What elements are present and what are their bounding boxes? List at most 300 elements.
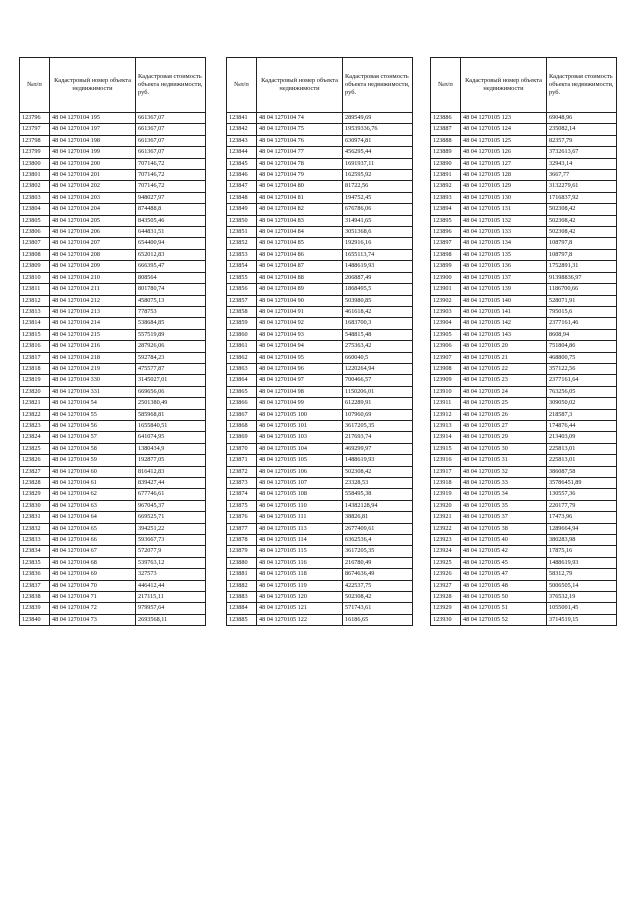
cadastral-value: 475577,87 <box>136 363 206 374</box>
row-number: 123841 <box>227 113 257 124</box>
cadastral-number: 48 04 1270104 76 <box>257 135 343 146</box>
cadastral-number: 48 04 1270105 48 <box>461 580 547 591</box>
row-number: 123847 <box>227 181 257 192</box>
row-number: 123870 <box>227 443 257 454</box>
cadastral-value: 661367,07 <box>136 135 206 146</box>
table-row <box>227 569 413 580</box>
cadastral-value: 17473,96 <box>547 512 617 523</box>
row-number: 123821 <box>20 398 50 409</box>
cadastral-value: 213403,09 <box>547 432 617 443</box>
row-number: 123835 <box>20 557 50 568</box>
row-number: 123893 <box>431 192 461 203</box>
row-number: 123926 <box>431 569 461 580</box>
table-row <box>431 284 617 295</box>
table-row <box>227 443 413 454</box>
cadastral-number: 48 04 1270104 82 <box>257 204 343 215</box>
cadastral-number: 48 04 1270104 206 <box>50 227 136 238</box>
cadastral-value: 763256,05 <box>547 386 617 397</box>
table-row <box>20 603 206 614</box>
cadastral-value: 289549,69 <box>343 113 413 124</box>
row-number: 123883 <box>227 592 257 603</box>
table-row <box>20 409 206 420</box>
cadastral-number: 48 04 1270105 104 <box>257 443 343 454</box>
cadastral-value: 557519,89 <box>136 329 206 340</box>
cadastral-value: 380283,98 <box>547 535 617 546</box>
cadastral-value: 235082,14 <box>547 124 617 135</box>
cadastral-value: 1683700,3 <box>343 318 413 329</box>
row-number: 123845 <box>227 158 257 169</box>
row-number: 123823 <box>20 420 50 431</box>
cadastral-value: 58312,79 <box>547 569 617 580</box>
table-row <box>227 238 413 249</box>
cadastral-value: 677746,61 <box>136 489 206 500</box>
cadastral-value: 1655840,51 <box>136 420 206 431</box>
table-row <box>227 614 413 625</box>
cadastral-number: 48 04 1270104 204 <box>50 204 136 215</box>
cadastral-number: 48 04 1270105 30 <box>461 443 547 454</box>
cadastral-value: 3617205,35 <box>343 420 413 431</box>
cadastral-number: 48 04 1270105 110 <box>257 500 343 511</box>
cadastral-value: 641074,95 <box>136 432 206 443</box>
row-number: 123824 <box>20 432 50 443</box>
cadastral-value: 661367,07 <box>136 124 206 135</box>
cadastral-number: 48 04 1270104 331 <box>50 386 136 397</box>
table-row <box>431 466 617 477</box>
table-row <box>20 192 206 203</box>
table-row <box>20 535 206 546</box>
row-number: 123825 <box>20 443 50 454</box>
cadastral-value: 19539336,76 <box>343 124 413 135</box>
row-number: 123866 <box>227 398 257 409</box>
cadastral-value: 2677409,61 <box>343 523 413 534</box>
cadastral-number: 48 04 1270105 113 <box>257 523 343 534</box>
header-cadastral-value: Кадастровая стоимость объекта недвижимости, руб. <box>343 58 413 113</box>
row-number: 123844 <box>227 147 257 158</box>
table-row <box>20 124 206 135</box>
cadastral-value: 1716837,92 <box>547 192 617 203</box>
row-number: 123854 <box>227 261 257 272</box>
cadastral-number: 48 04 1270105 116 <box>257 557 343 568</box>
table-row <box>20 113 206 124</box>
cadastral-value: 2693568,11 <box>136 614 206 625</box>
table-row <box>431 500 617 511</box>
cadastral-value: 1655113,74 <box>343 249 413 260</box>
cadastral-value: 220177,79 <box>547 500 617 511</box>
cadastral-value: 2377161,64 <box>547 375 617 386</box>
row-number: 123924 <box>431 546 461 557</box>
table-row <box>431 272 617 283</box>
table-row <box>20 306 206 317</box>
table-row <box>20 375 206 386</box>
cadastral-number: 48 04 1270105 35 <box>461 500 547 511</box>
row-number: 123822 <box>20 409 50 420</box>
cadastral-number: 48 04 1270104 201 <box>50 170 136 181</box>
table-row <box>20 455 206 466</box>
table-row <box>431 603 617 614</box>
cadastral-value: 652012,83 <box>136 249 206 260</box>
row-number: 123888 <box>431 135 461 146</box>
cadastral-value: 2501380,49 <box>136 398 206 409</box>
table-row <box>20 500 206 511</box>
cadastral-number: 48 04 1270104 330 <box>50 375 136 386</box>
row-number: 123814 <box>20 318 50 329</box>
cadastral-value: 5006505,14 <box>547 580 617 591</box>
cadastral-value: 503980,85 <box>343 295 413 306</box>
cadastral-value: 17875,16 <box>547 546 617 557</box>
table-header-row <box>431 58 617 113</box>
cadastral-number: 48 04 1270105 34 <box>461 489 547 500</box>
table-row <box>431 409 617 420</box>
cadastral-number: 48 04 1270104 195 <box>50 113 136 124</box>
table-row <box>20 398 206 409</box>
row-number: 123884 <box>227 603 257 614</box>
cadastral-value: 558495,38 <box>343 489 413 500</box>
table-row <box>20 443 206 454</box>
table-row <box>431 512 617 523</box>
table-row <box>20 135 206 146</box>
cadastral-number: 48 04 1270105 132 <box>461 215 547 226</box>
row-number: 123880 <box>227 557 257 568</box>
table-row <box>20 569 206 580</box>
cadastral-value: 309050,02 <box>547 398 617 409</box>
table-row <box>227 124 413 135</box>
cadastral-value: 107960,69 <box>343 409 413 420</box>
cadastral-value: 795015,6 <box>547 306 617 317</box>
cadastral-number: 48 04 1270105 108 <box>257 489 343 500</box>
cadastral-number: 48 04 1270105 21 <box>461 352 547 363</box>
cadastral-value: 162595,92 <box>343 170 413 181</box>
cadastral-value: 1289664,94 <box>547 523 617 534</box>
table-row <box>20 592 206 603</box>
cadastral-number: 48 04 1270105 40 <box>461 535 547 546</box>
cadastral-number: 48 04 1270105 141 <box>461 306 547 317</box>
row-number: 123857 <box>227 295 257 306</box>
table-row <box>431 341 617 352</box>
table-row <box>431 238 617 249</box>
table-row <box>431 420 617 431</box>
table-row <box>431 227 617 238</box>
row-number: 123796 <box>20 113 50 124</box>
cadastral-number: 48 04 1270105 22 <box>461 363 547 374</box>
row-number: 123811 <box>20 284 50 295</box>
cadastral-number: 48 04 1270104 67 <box>50 546 136 557</box>
cadastral-number: 48 04 1270105 119 <box>257 580 343 591</box>
cadastral-value: 3667,77 <box>547 170 617 181</box>
table-row <box>227 147 413 158</box>
cadastral-number: 48 04 1270104 90 <box>257 295 343 306</box>
cadastral-number: 48 04 1270104 202 <box>50 181 136 192</box>
row-number: 123899 <box>431 261 461 272</box>
cadastral-value: 661367,07 <box>136 113 206 124</box>
table-row <box>431 386 617 397</box>
row-number: 123842 <box>227 124 257 135</box>
table-row <box>227 204 413 215</box>
cadastral-number: 48 04 1270105 101 <box>257 420 343 431</box>
table-row <box>431 181 617 192</box>
row-number: 123836 <box>20 569 50 580</box>
cadastral-value: 3132279,61 <box>547 181 617 192</box>
row-number: 123877 <box>227 523 257 534</box>
cadastral-value: 801780,74 <box>136 284 206 295</box>
table-row <box>431 295 617 306</box>
row-number: 123805 <box>20 215 50 226</box>
row-number: 123917 <box>431 466 461 477</box>
cadastral-value: 108797,8 <box>547 249 617 260</box>
table-row <box>20 432 206 443</box>
cadastral-value: 422537,75 <box>343 580 413 591</box>
table-row <box>431 306 617 317</box>
row-number: 123864 <box>227 375 257 386</box>
table-row <box>20 512 206 523</box>
cadastral-number: 48 04 1270104 94 <box>257 341 343 352</box>
header-num: №п/п <box>431 58 461 113</box>
cadastral-number: 48 04 1270104 209 <box>50 261 136 272</box>
row-number: 123891 <box>431 170 461 181</box>
row-number: 123874 <box>227 489 257 500</box>
cadastral-number: 48 04 1270104 89 <box>257 284 343 295</box>
table-row <box>431 614 617 625</box>
table-row <box>227 500 413 511</box>
header-cadastral-number: Кадастровый номер объекта недвижимости <box>461 58 547 113</box>
table-row <box>431 170 617 181</box>
cadastral-value: 3732613,67 <box>547 147 617 158</box>
cadastral-number: 48 04 1270105 27 <box>461 420 547 431</box>
cadastral-number: 48 04 1270104 200 <box>50 158 136 169</box>
cadastral-value: 528071,91 <box>547 295 617 306</box>
cadastral-number: 48 04 1270104 95 <box>257 352 343 363</box>
table-row <box>431 523 617 534</box>
table-row <box>227 409 413 420</box>
cadastral-number: 48 04 1270105 129 <box>461 181 547 192</box>
cadastral-value: 8608,94 <box>547 329 617 340</box>
cadastral-value: 69048,96 <box>547 113 617 124</box>
cadastral-number: 48 04 1270105 133 <box>461 227 547 238</box>
cadastral-number: 48 04 1270104 54 <box>50 398 136 409</box>
row-number: 123819 <box>20 375 50 386</box>
row-number: 123906 <box>431 341 461 352</box>
cadastral-value: 967045,37 <box>136 500 206 511</box>
row-number: 123813 <box>20 306 50 317</box>
row-number: 123912 <box>431 409 461 420</box>
table-row <box>227 318 413 329</box>
cadastral-value: 1488619,93 <box>343 455 413 466</box>
table-row <box>431 398 617 409</box>
table-row <box>227 386 413 397</box>
row-number: 123889 <box>431 147 461 158</box>
row-number: 123832 <box>20 523 50 534</box>
cadastral-value: 1868495,5 <box>343 284 413 295</box>
row-number: 123804 <box>20 204 50 215</box>
row-number: 123892 <box>431 181 461 192</box>
cadastral-number: 48 04 1270105 106 <box>257 466 343 477</box>
table-row <box>20 580 206 591</box>
row-number: 123849 <box>227 204 257 215</box>
cadastral-value: 174876,44 <box>547 420 617 431</box>
cadastral-number: 48 04 1270104 55 <box>50 409 136 420</box>
row-number: 123807 <box>20 238 50 249</box>
row-number: 123815 <box>20 329 50 340</box>
row-number: 123834 <box>20 546 50 557</box>
cadastral-number: 48 04 1270105 42 <box>461 546 547 557</box>
cadastral-value: 1488619,93 <box>343 261 413 272</box>
row-number: 123869 <box>227 432 257 443</box>
row-number: 123927 <box>431 580 461 591</box>
row-number: 123853 <box>227 249 257 260</box>
row-number: 123802 <box>20 181 50 192</box>
row-number: 123878 <box>227 535 257 546</box>
cadastral-number: 48 04 1270104 72 <box>50 603 136 614</box>
table-row <box>431 443 617 454</box>
table-row <box>227 523 413 534</box>
cadastral-value: 502308,42 <box>547 215 617 226</box>
row-number: 123881 <box>227 569 257 580</box>
cadastral-number: 48 04 1270105 126 <box>461 147 547 158</box>
cadastral-number: 48 04 1270105 125 <box>461 135 547 146</box>
row-number: 123895 <box>431 215 461 226</box>
cadastral-number: 48 04 1270105 103 <box>257 432 343 443</box>
row-number: 123860 <box>227 329 257 340</box>
row-number: 123840 <box>20 614 50 625</box>
cadastral-value: 612289,91 <box>343 398 413 409</box>
table-row <box>431 249 617 260</box>
cadastral-number: 48 04 1270104 59 <box>50 455 136 466</box>
cadastral-value: 81722,56 <box>343 181 413 192</box>
cadastral-value: 669656,06 <box>136 386 206 397</box>
cadastral-value: 874488,8 <box>136 204 206 215</box>
cadastral-value: 3714519,15 <box>547 614 617 625</box>
table-row <box>431 535 617 546</box>
table-row <box>431 215 617 226</box>
cadastral-number: 48 04 1270104 57 <box>50 432 136 443</box>
table-row <box>20 238 206 249</box>
cadastral-value: 376532,19 <box>547 592 617 603</box>
table-row <box>20 557 206 568</box>
table-row <box>227 272 413 283</box>
cadastral-number: 48 04 1270104 65 <box>50 523 136 534</box>
cadastral-value: 502308,42 <box>547 204 617 215</box>
cadastral-number: 48 04 1270105 23 <box>461 375 547 386</box>
table-row <box>227 363 413 374</box>
table-row <box>431 158 617 169</box>
cadastral-number: 48 04 1270105 120 <box>257 592 343 603</box>
cadastral-number: 48 04 1270105 143 <box>461 329 547 340</box>
cadastral-value: 194752,45 <box>343 192 413 203</box>
register-table-1 <box>19 57 206 626</box>
table-row <box>227 261 413 272</box>
table-row <box>227 580 413 591</box>
cadastral-number: 48 04 1270105 45 <box>461 557 547 568</box>
row-number: 123919 <box>431 489 461 500</box>
table-row <box>227 398 413 409</box>
cadastral-number: 48 04 1270105 131 <box>461 204 547 215</box>
table-row <box>431 192 617 203</box>
cadastral-number: 48 04 1270105 115 <box>257 546 343 557</box>
row-number: 123855 <box>227 272 257 283</box>
cadastral-number: 48 04 1270104 96 <box>257 363 343 374</box>
cadastral-value: 2377161,46 <box>547 318 617 329</box>
table-row <box>227 455 413 466</box>
cadastral-value: 8674636,49 <box>343 569 413 580</box>
cadastral-number: 48 04 1270104 218 <box>50 352 136 363</box>
row-number: 123871 <box>227 455 257 466</box>
row-number: 123909 <box>431 375 461 386</box>
cadastral-value: 751804,86 <box>547 341 617 352</box>
cadastral-number: 48 04 1270104 68 <box>50 557 136 568</box>
cadastral-number: 48 04 1270104 219 <box>50 363 136 374</box>
cadastral-number: 48 04 1270104 93 <box>257 329 343 340</box>
cadastral-value: 502308,42 <box>547 227 617 238</box>
row-number: 123898 <box>431 249 461 260</box>
table-row <box>20 329 206 340</box>
row-number: 123915 <box>431 443 461 454</box>
cadastral-value: 661367,07 <box>136 147 206 158</box>
row-number: 123861 <box>227 341 257 352</box>
cadastral-value: 572077,9 <box>136 546 206 557</box>
cadastral-value: 676786,06 <box>343 204 413 215</box>
cadastral-number: 48 04 1270104 198 <box>50 135 136 146</box>
cadastral-value: 14382128,94 <box>343 500 413 511</box>
cadastral-value: 1055001,45 <box>547 603 617 614</box>
row-number: 123872 <box>227 466 257 477</box>
cadastral-number: 48 04 1270105 118 <box>257 569 343 580</box>
cadastral-number: 48 04 1270104 69 <box>50 569 136 580</box>
row-number: 123806 <box>20 227 50 238</box>
cadastral-value: 32943,14 <box>547 158 617 169</box>
cadastral-number: 48 04 1270105 137 <box>461 272 547 283</box>
cadastral-number: 48 04 1270105 127 <box>461 158 547 169</box>
cadastral-value: 6362536,4 <box>343 535 413 546</box>
cadastral-value: 571743,61 <box>343 603 413 614</box>
table-header-row <box>227 58 413 113</box>
table-row <box>431 592 617 603</box>
table-row <box>227 135 413 146</box>
row-number: 123882 <box>227 580 257 591</box>
table-row <box>227 420 413 431</box>
table-row <box>431 489 617 500</box>
cadastral-number: 48 04 1270104 79 <box>257 170 343 181</box>
cadastral-number: 48 04 1270104 83 <box>257 215 343 226</box>
row-number: 123902 <box>431 295 461 306</box>
table-row <box>227 227 413 238</box>
row-number: 123851 <box>227 227 257 238</box>
header-num: №п/п <box>20 58 50 113</box>
table-row <box>20 272 206 283</box>
table-row <box>227 181 413 192</box>
cadastral-value: 1186700,66 <box>547 284 617 295</box>
cadastral-value: 502308,42 <box>343 592 413 603</box>
cadastral-value: 357122,56 <box>547 363 617 374</box>
row-number: 123886 <box>431 113 461 124</box>
row-number: 123839 <box>20 603 50 614</box>
row-number: 123862 <box>227 352 257 363</box>
cadastral-value: 979957,64 <box>136 603 206 614</box>
cadastral-number: 48 04 1270104 216 <box>50 341 136 352</box>
row-number: 123858 <box>227 306 257 317</box>
table-row <box>431 329 617 340</box>
row-number: 123859 <box>227 318 257 329</box>
cadastral-number: 48 04 1270105 142 <box>461 318 547 329</box>
cadastral-value: 35786451,89 <box>547 478 617 489</box>
table-row <box>227 375 413 386</box>
cadastral-value: 3145027,01 <box>136 375 206 386</box>
cadastral-value: 91398836,97 <box>547 272 617 283</box>
cadastral-value: 630974,81 <box>343 135 413 146</box>
table-row <box>431 432 617 443</box>
table-row <box>20 420 206 431</box>
table-row <box>227 352 413 363</box>
cadastral-value: 948027,97 <box>136 192 206 203</box>
cadastral-value: 666395,47 <box>136 261 206 272</box>
